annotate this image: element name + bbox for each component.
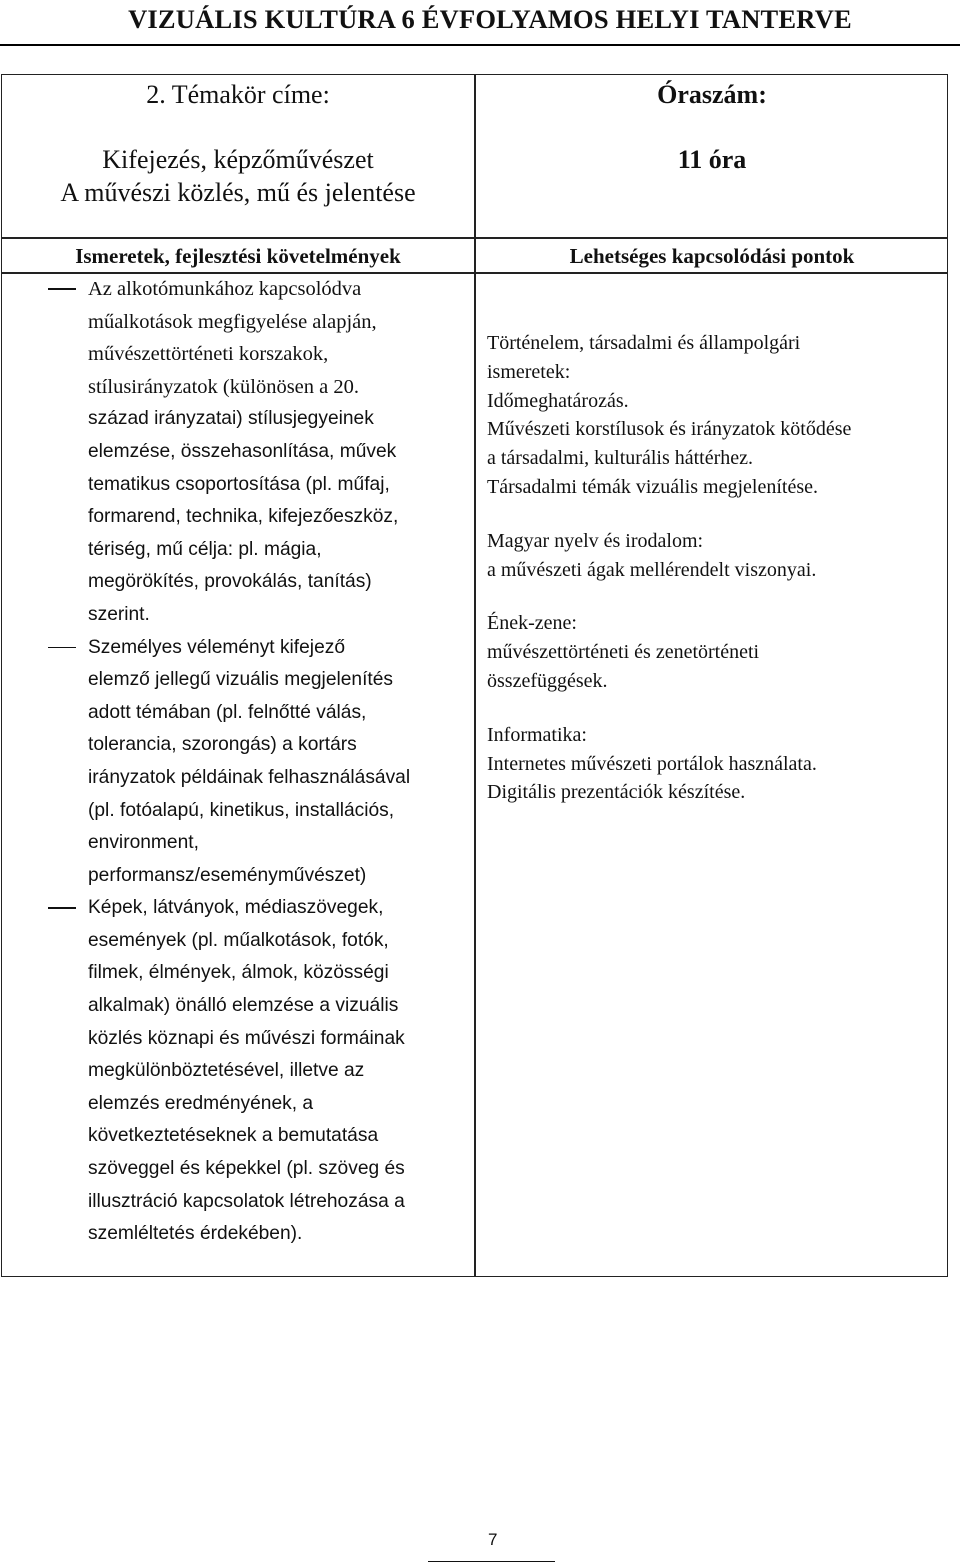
connection-line: a művészeti ágak mellérendelt viszonyai.: [487, 558, 817, 581]
requirement-line: (pl. fotóalapú, kinetikus, installációs,: [88, 799, 395, 821]
page-number: 7: [488, 1530, 498, 1549]
requirement-line: elemző jellegű vizuális megjelenítés: [88, 669, 394, 691]
hours-value: 11 óra: [677, 145, 747, 174]
requirement-line: Képek, látványok, médiaszövegek,: [88, 897, 384, 919]
connection-line: Történelem, társadalmi és állampolgári: [487, 332, 801, 354]
requirement-line: formarend, technika, kifejezőeszköz,: [88, 506, 399, 528]
topic-title: [2, 143, 474, 209]
table-row-divider-top: [1, 237, 948, 239]
requirement-line: megkülönböztetésével, illetve az: [88, 1060, 365, 1082]
requirement-line: szöveggel és képekkel (pl. szöveg és: [88, 1158, 405, 1180]
connection-line: a társadalmi, kulturális háttérhez.: [487, 447, 754, 470]
connection-line: Művészeti korstílusok és irányzatok kötődése: [487, 418, 852, 441]
dash-bullet-icon: [48, 647, 76, 649]
requirement-line: események (pl. műalkotások, fotók,: [88, 929, 389, 951]
requirement-item: [0, 892, 474, 1251]
connections-list: [487, 329, 942, 832]
requirement-line: tériség, mű célja: pl. mágia,: [88, 538, 322, 560]
requirement-line: század irányzatai) stílusjegyeinek: [88, 408, 374, 430]
requirement-line: megörökítés, provokálás, tanítás): [88, 571, 372, 593]
requirement-line: filmek, élmények, álmok, közösségi: [88, 962, 389, 984]
requirement-line: Személyes véleményt kifejező: [88, 636, 346, 658]
requirement-line: alkalmak) önálló elemzése a vizuális: [88, 995, 399, 1017]
connection-line: ismeretek:: [487, 360, 571, 383]
requirement-line: environment,: [88, 832, 199, 854]
document-title: VIZUÁLIS KULTÚRA 6 ÉVFOLYAMOS HELYI TANTERVE: [128, 4, 852, 34]
requirement-line: illusztráció kapcsolatok létrehozása a: [88, 1190, 405, 1212]
connection-line: Ének-zene:: [487, 612, 577, 635]
requirement-line: közlés köznapi és művészi formáinak: [88, 1027, 405, 1049]
dash-bullet-icon: [48, 288, 76, 290]
topic-title-line: A művészi közlés, mű és jelentése: [60, 178, 416, 207]
requirement-item: [0, 632, 474, 893]
connection-line: Informatika:: [487, 723, 587, 746]
dash-bullet-icon: [48, 907, 76, 909]
connection-line: Internetes művészeti portálok használata.: [487, 752, 817, 775]
connection-line: művészettörténeti és zenetörténeti: [487, 641, 760, 664]
requirement-line: tolerancia, szorongás) a kortárs: [88, 734, 357, 756]
footer-rule: [428, 1561, 555, 1562]
connection-block: [487, 329, 942, 502]
connection-block: [487, 609, 942, 695]
connection-line: Magyar nyelv és irodalom:: [487, 529, 704, 552]
requirement-line: következtetéseknek a bemutatása: [88, 1125, 379, 1147]
requirement-line: stílusirányzatok (különösen a 20.: [88, 375, 360, 398]
topic-label: 2. Témakör címe:: [146, 80, 330, 109]
requirement-line: műalkotások megfigyelése alapján,: [88, 310, 377, 333]
topic-title-line: Kifejezés, képzőművészet: [102, 145, 374, 174]
requirement-line: performansz/eseményművészet): [88, 864, 367, 886]
title-underline: [0, 44, 960, 46]
connection-line: Digitális prezentációk készítése.: [487, 781, 746, 804]
connection-block: [487, 721, 942, 807]
requirement-line: művészettörténeti korszakok,: [88, 343, 329, 366]
hours-label: Óraszám:: [657, 80, 767, 109]
requirements-header: Ismeretek, fejlesztési követelmények: [75, 244, 401, 268]
connection-line: összefüggések.: [487, 669, 608, 692]
connection-line: Időmeghatározás.: [487, 389, 629, 412]
requirement-line: Az alkotómunkához kapcsolódva: [88, 278, 362, 300]
requirement-line: irányzatok példáinak felhasználásával: [88, 766, 411, 788]
requirement-line: szemléltetés érdekében).: [88, 1223, 303, 1245]
requirement-item: [0, 273, 474, 632]
requirements-list: [0, 273, 474, 1251]
connections-header: Lehetséges kapcsolódási pontok: [569, 244, 855, 268]
connection-line: Társadalmi témák vizuális megjelenítése.: [487, 475, 818, 498]
requirement-line: szerint.: [88, 603, 150, 625]
requirement-line: elemzés eredményének, a: [88, 1092, 314, 1114]
requirement-line: adott témában (pl. felnőtté válás,: [88, 701, 367, 723]
requirement-line: elemzése, összehasonlítása, művek: [88, 440, 397, 462]
requirement-line: tematikus csoportosítása (pl. műfaj,: [88, 473, 390, 495]
connection-block: [487, 527, 942, 585]
